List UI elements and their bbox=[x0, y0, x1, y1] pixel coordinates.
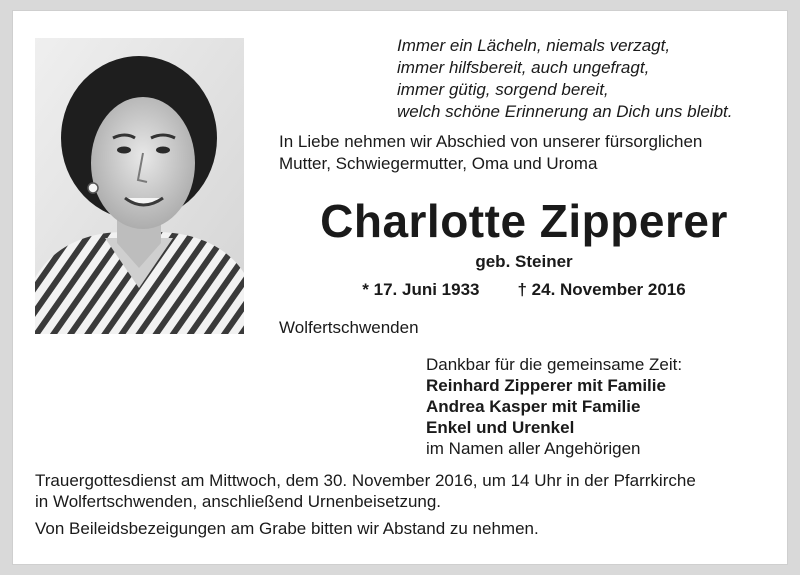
mourners-block bbox=[426, 354, 682, 459]
deceased-name: Charlotte Zipperer bbox=[320, 195, 728, 247]
funeral-service-info bbox=[35, 470, 775, 512]
poem-line: Immer ein Lächeln, niemals verzagt, bbox=[397, 36, 671, 55]
life-dates bbox=[279, 279, 769, 301]
poem-line: welch schöne Erinnerung an Dich uns bleibt. bbox=[397, 102, 733, 121]
farewell-intro bbox=[279, 131, 769, 175]
memorial-poem bbox=[397, 35, 777, 123]
service-line: in Wolfertschwenden, anschließend Urnenbeisetzung. bbox=[35, 492, 442, 511]
thanks-line: Dankbar für die gemeinsame Zeit: bbox=[426, 355, 683, 374]
mourner-name: Andrea Kasper mit Familie bbox=[426, 397, 641, 416]
death-date: † 24. November 2016 bbox=[517, 280, 686, 299]
intro-line: In Liebe nehmen wir Abschied von unserer fürsorglichen bbox=[279, 132, 703, 151]
closing-line: im Namen aller Angehörigen bbox=[426, 439, 641, 458]
obituary-card bbox=[12, 10, 788, 565]
intro-line: Mutter, Schwiegermutter, Oma und Uroma bbox=[279, 154, 598, 173]
maiden-name: geb. Steiner bbox=[475, 252, 573, 271]
portrait-photo bbox=[35, 38, 244, 334]
condolence-note: Von Beileidsbezeigungen am Grabe bitten wir Abstand zu nehmen. bbox=[35, 519, 539, 538]
mourner-name: Enkel und Urenkel bbox=[426, 418, 575, 437]
service-line: Trauergottesdienst am Mittwoch, dem 30. November 2016, um 14 Uhr in der Pfarrkirche bbox=[35, 471, 696, 490]
mourner-name: Reinhard Zipperer mit Familie bbox=[426, 376, 666, 395]
poem-line: immer hilfsbereit, auch ungefragt, bbox=[397, 58, 650, 77]
poem-line: immer gütig, sorgend bereit, bbox=[397, 80, 609, 99]
birth-date: * 17. Juni 1933 bbox=[362, 280, 480, 299]
hometown: Wolfertschwenden bbox=[279, 318, 419, 337]
